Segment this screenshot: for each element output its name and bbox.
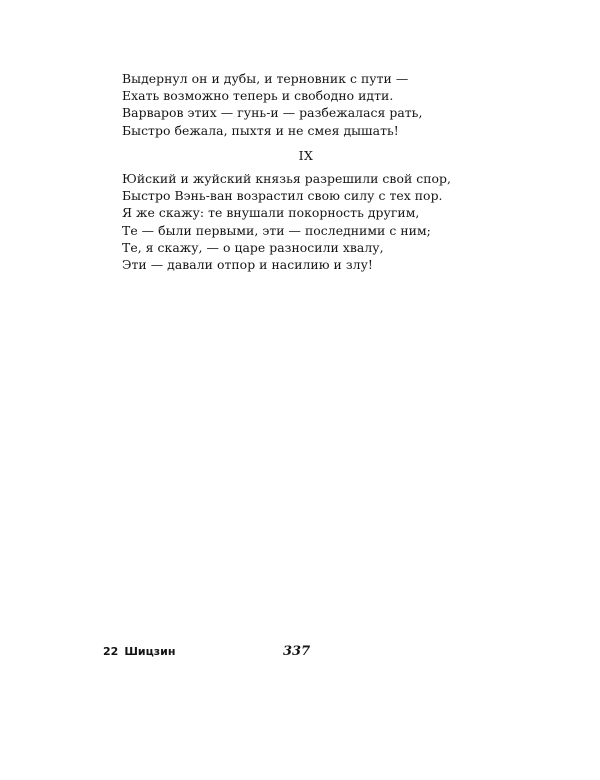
section-number: IX [298, 148, 314, 163]
verse-line: Я же скажу: те внушали покорность другим, [122, 205, 420, 221]
signature-title: Шицзин [124, 645, 176, 658]
page-number: 337 [283, 644, 311, 659]
verse-line: Юйский и жуйский князья разрешили свой спор, [122, 171, 452, 186]
verse-line: Эти — давали отпор и насилию и злу! [122, 257, 373, 273]
poem-stanza [122, 70, 422, 139]
page-footer [0, 644, 600, 664]
verse-line: Те — были первыми, эти — последними с ним; [122, 222, 431, 238]
verse-line: Выдернул он и дубы, и терновник с пути — [122, 71, 409, 86]
verse-line: Быстро бежала, пыхтя и не смея дышать! [122, 122, 399, 138]
poem-stanza [122, 170, 451, 273]
signature-number: 22 [103, 645, 119, 658]
printer-signature [103, 644, 175, 660]
verse-line: Быстро Вэнь-ван возрастил свою силу с тех пор. [122, 188, 443, 204]
verse-line: Ехать возможно теперь и свободно идти. [122, 88, 394, 104]
verse-line: Те, я скажу, — о царе разносили хвалу, [122, 239, 384, 255]
verse-line: Варваров этих — гунь-и — разбежалася рать, [122, 105, 423, 121]
